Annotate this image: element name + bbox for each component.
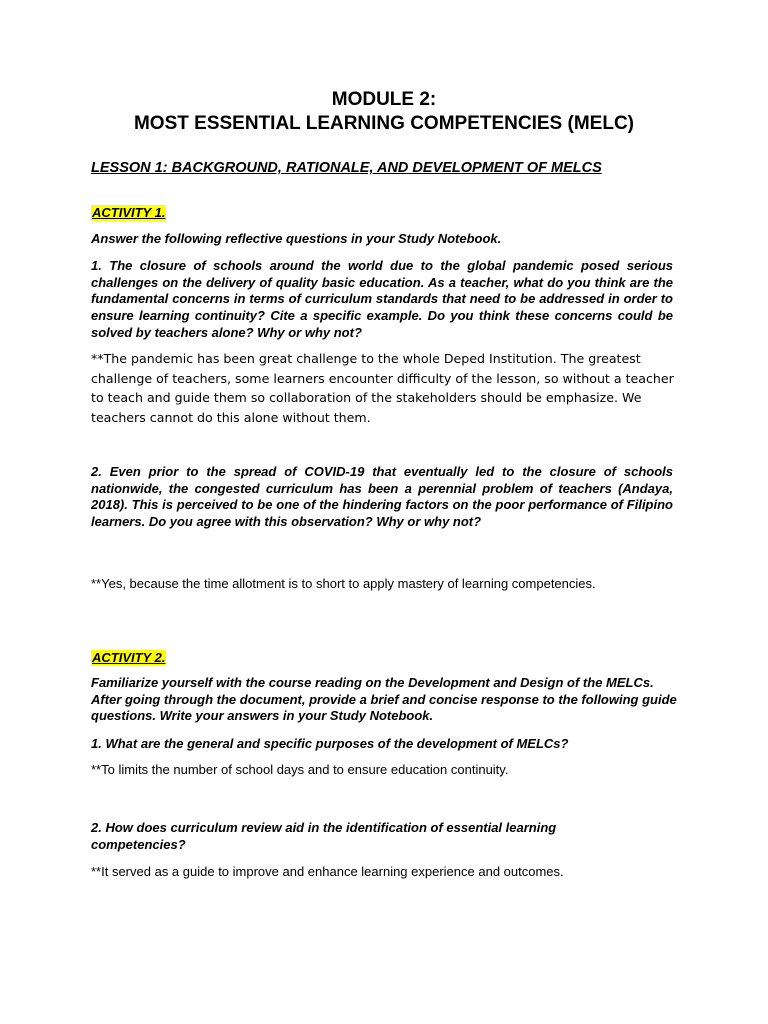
activity-2-question-1: 1. What are the general and specific purposes of the development of MELCs? xyxy=(91,736,569,751)
lesson-heading: LESSON 1: BACKGROUND, RATIONALE, AND DEVELOPMENT OF MELCS xyxy=(91,160,602,176)
activity-2-answer-2: **It served as a guide to improve and enhance learning experience and outcomes. xyxy=(91,864,564,879)
activity-1-question-1: 1. The closure of schools around the world due to the global pandemic posed serious challenges on the delivery of quality basic education. As a teacher, what do you think are the fundamental concerns in terms of curriculum standards that need to be addressed in order to ensure learning continuity? Cite a specific example. Do you think these concerns could be solved by teachers alone? Why or why not? xyxy=(91,258,673,340)
activity-1-question-2: 2. Even prior to the spread of COVID-19 that eventually led to the closure of schools nationwide, the congested curriculum has been a perennial problem of teachers (Andaya, 2018). This is perceived to be one of the hindering factors on the poor performance of Filipino learners. Do you agree with this observation? Why or why not? xyxy=(91,464,673,530)
activity-2-instruction: Familiarize yourself with the course reading on the Development and Design of the MELCs. After going through the document, provide a brief and concise response to the following guide questions. Write your answers in your Study Notebook. xyxy=(91,675,677,724)
activity-2-answer-1: **To limits the number of school days and to ensure education continuity. xyxy=(91,762,509,777)
activity-1-answer-1: **The pandemic has been great challenge to the whole Deped Institution. The greatest challenge of teachers, some learners encounter difficulty of the lesson, so without a teacher to teach and guide them so collaboration of the stakeholders should be emphasize. We teachers cannot do this alone without them. xyxy=(91,351,674,425)
activity-1-label: ACTIVITY 1. xyxy=(92,205,166,220)
module-number-heading: MODULE 2: xyxy=(331,89,437,110)
activity-2-question-2: 2. How does curriculum review aid in the identification of essential learning competencies? xyxy=(91,820,557,852)
module-title-heading: MOST ESSENTIAL LEARNING COMPETENCIES (MELC) xyxy=(133,113,634,134)
activity-2-label: ACTIVITY 2. xyxy=(92,650,166,665)
activity-1-instruction: Answer the following reflective questions in your Study Notebook. xyxy=(91,231,502,246)
activity-1-answer-2: **Yes, because the time allotment is to short to apply mastery of learning competencies. xyxy=(91,576,596,591)
